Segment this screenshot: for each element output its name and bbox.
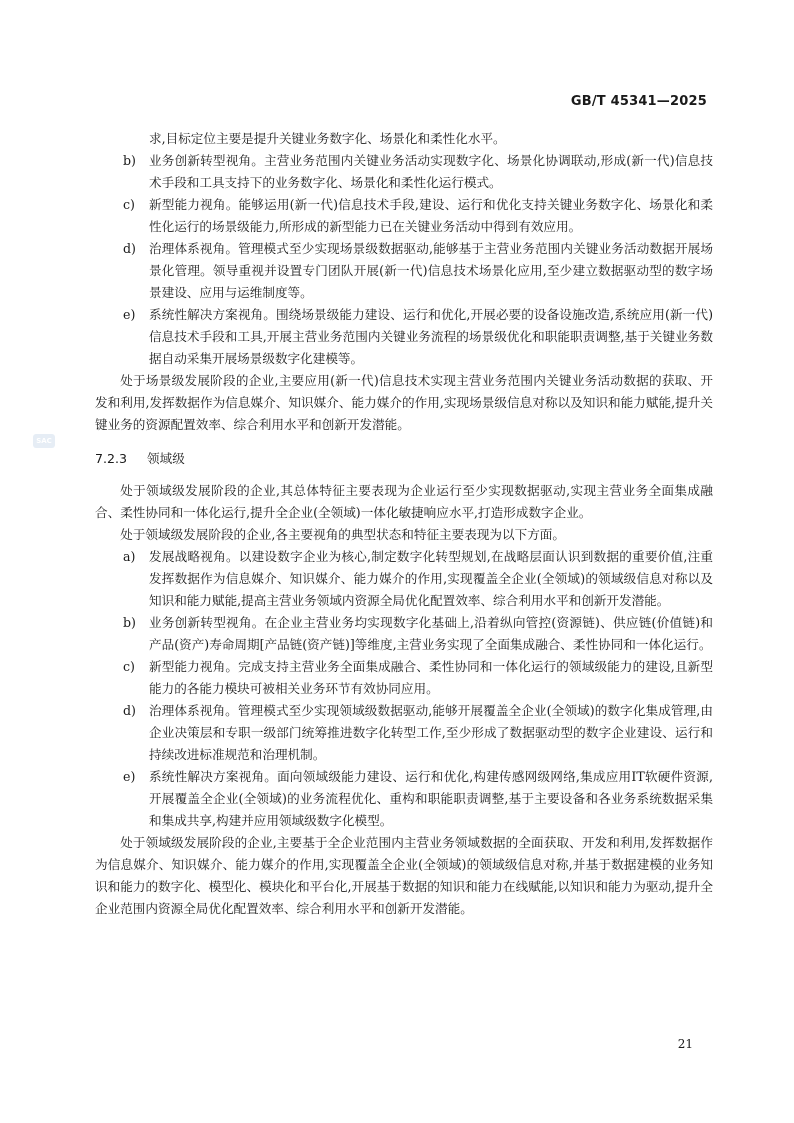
list-item-text: 系统性解决方案视角。围绕场景级能力建设、运行和优化,开展必要的设备设施改造,系统应用(新一代)信息技术手段和工具,开展主营业务范围内关键业务流程的场景级优化和职能职责调整,基于关键业务数据自动采集开展场景级数字化建模等。 [149,307,713,366]
section-number: 7.2.3 [95,451,128,466]
list-item [95,546,713,612]
list-item [95,612,713,656]
intro-paragraph: 处于领域级发展阶段的企业,其总体特征主要表现为企业运行至少实现数据驱动,实现主营业务全面集成融合、柔性协同和一体化运行,提升全企业(全领域)一体化敏捷响应水平,打造形成数字企业。 [95,483,713,520]
list-item [95,700,713,766]
summary-paragraph: 处于场景级发展阶段的企业,主要应用(新一代)信息技术实现主营业务范围内关键业务活动数据的获取、开发和利用,发挥数据作为信息媒介、知识媒介、能力媒介的作用,实现场景级信息对称以及知识和能力赋能,提升关键业务的资源配置效率、综合利用水平和创新开发潜能。 [95,373,713,432]
list-item-text: 业务创新转型视角。主营业务范围内关键业务活动实现数字化、场景化协调联动,形成(新一代)信息技术手段和工具支持下的业务数字化、场景化和柔性化运行模式。 [149,153,713,190]
list-item-text: 新型能力视角。能够运用(新一代)信息技术手段,建设、运行和优化支持关键业务数字化、场景化和柔性化运行的场景级能力,所形成的新型能力已在关键业务活动中得到有效应用。 [149,197,713,234]
list-item-text: 治理体系视角。管理模式至少实现领域级数据驱动,能够开展覆盖全企业(全领域)的数字化集成管理,由企业决策层和专职一级部门统筹推进数字化转型工作,至少形成了数据驱动型的数字企业建设、运行和持续改进标准规范和治理机制。 [149,703,713,762]
list-marker: b) [123,153,136,168]
summary-paragraph: 处于领域级发展阶段的企业,主要基于全企业范围内主营业务领域数据的全面获取、开发和利用,发挥数据作为信息媒介、知识媒介、能力媒介的作用,实现覆盖全企业(全领域)的领域级信息对称,并基于数据建模的业务知识和能力的数字化、模型化、模块化和平台化,开展基于数据的知识和能力在线赋能,以知识和能力为驱动,提升全企业范围内资源全局优化配置效率、综合利用水平和创新开发潜能。 [95,835,713,916]
list-item-text: 发展战略视角。以建设数字企业为核心,制定数字化转型规划,在战略层面认识到数据的重要价值,注重发挥数据作为信息媒介、知识媒介、能力媒介的作用,实现覆盖全企业(全领域)的领域级信息对称以及知识和能力赋能,提高主营业务领域内资源全局优化配置效率、综合利用水平和创新开发潜能。 [149,549,713,608]
section-title: 领域级 [147,451,185,466]
page-body [95,128,713,920]
list-marker: d) [123,241,136,256]
intro-paragraph: 处于领域级发展阶段的企业,各主要视角的典型状态和特征主要表现为以下方面。 [120,527,565,542]
list-marker: b) [123,615,136,630]
list-marker: c) [123,659,135,674]
list-marker: e) [123,769,136,784]
list-marker: e) [123,307,136,322]
list-item-text: 系统性解决方案视角。面向领域级能力建设、运行和优化,构建传感网级网络,集成应用IT软硬件资源,开展覆盖全企业(全领域)的业务流程优化、重构和职能职责调整,基于主要设备和各业务系统数据采集和集成共享,构建并应用领域级数字化模型。 [149,769,713,828]
list-item [95,194,713,238]
list-item-text: 新型能力视角。完成支持主营业务全面集成融合、柔性协同和一体化运行的领域级能力的建设,且新型能力的各能力模块可被相关业务环节有效协同应用。 [149,659,713,696]
list-item-text: 治理体系视角。管理模式至少实现场景级数据驱动,能够基于主营业务范围内关键业务活动数据开展场景化管理。领导重视并设置专门团队开展(新一代)信息技术场景化应用,至少建立数据驱动型的数字场景建设、应用与运维制度等。 [149,241,713,300]
list-item [95,150,713,194]
list-item [95,238,713,304]
page-number: 21 [677,1037,693,1051]
standard-number: GB/T 45341—2025 [570,94,707,109]
list-item [95,656,713,700]
sac-watermark-logo: SAC [33,434,55,448]
list-item [95,304,713,370]
continuation-paragraph: 求,目标定位主要是提升关键业务数字化、场景化和柔性化水平。 [149,131,506,146]
list-marker: c) [123,197,135,212]
list-item [95,766,713,832]
list-marker: a) [123,549,136,564]
section-heading [95,448,713,470]
list-marker: d) [123,703,136,718]
list-item-text: 业务创新转型视角。在企业主营业务均实现数字化基础上,沿着纵向管控(资源链)、供应链(价值链)和产品(资产)寿命周期[产品链(资产链)]等维度,主营业务实现了全面集成融合、柔性协同和一体化运行。 [149,615,714,652]
